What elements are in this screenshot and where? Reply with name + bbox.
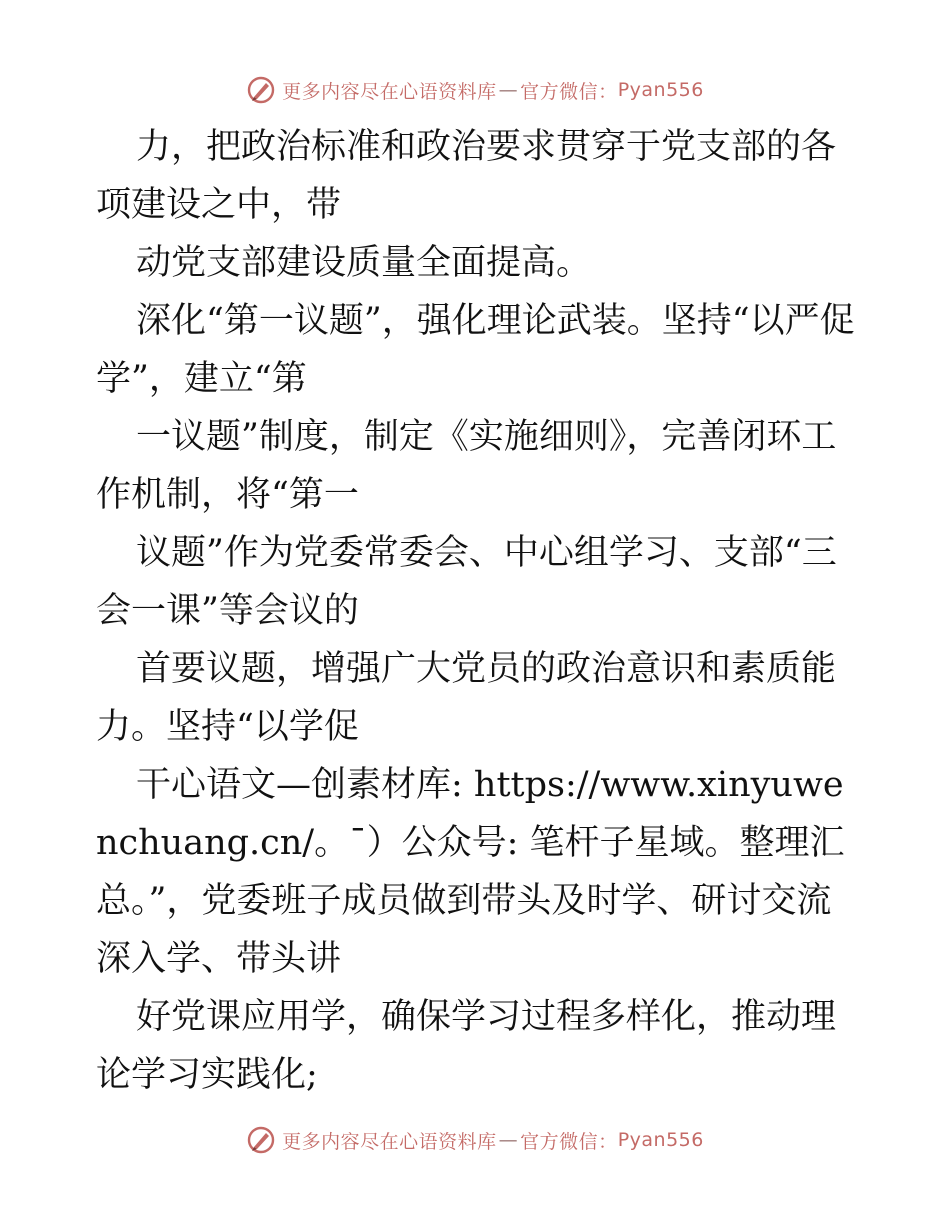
watermark-separator: — xyxy=(498,1129,519,1151)
watermark-wechat-id: Pyan556 xyxy=(617,79,704,101)
watermark-sub-text: 官方微信： xyxy=(520,1130,618,1153)
document-body xyxy=(96,118,866,1104)
watermark-main-text: 更多内容尽在心语资料库 xyxy=(282,1130,497,1153)
paragraph: 议题”作为党委常委会、中心组学习、支部“三会一课”等会议的 xyxy=(96,533,837,631)
paragraph: 动党支部建设质量全面提高。 xyxy=(136,243,592,283)
watermark-main-text: 更多内容尽在心语资料库 xyxy=(282,80,497,103)
paragraph: 干心语文—创素材库: https://www.xinyuwenchuang.cn/。¯）公众号: 笔杆子星域。整理汇总。”，党委班子成员做到带头及时学、研讨交流深入学、带头讲 xyxy=(96,765,845,979)
paragraph: 好党课应用学，确保学习过程多样化，推动理论学习实践化; xyxy=(96,997,837,1095)
header-watermark xyxy=(0,72,950,108)
paragraph: 一议题”制度，制定《实施细则》，完善闭环工作机制，将“第一 xyxy=(96,417,837,515)
watermark-sub-text: 官方微信： xyxy=(520,80,618,103)
pen-circle-icon xyxy=(246,1125,276,1155)
watermark-wechat-id: Pyan556 xyxy=(617,1129,704,1151)
watermark-separator: — xyxy=(498,79,519,101)
paragraph: 深化“第一议题”，强化理论武装。坚持“以严促学”，建立“第 xyxy=(96,301,855,399)
paragraph: 力，把政治标准和政治要求贯穿于党支部的各项建设之中，带 xyxy=(96,127,837,225)
paragraph: 首要议题，增强广大党员的政治意识和素质能力。坚持“以学促 xyxy=(96,649,837,747)
pen-circle-icon xyxy=(246,75,276,105)
footer-watermark xyxy=(0,1122,950,1158)
